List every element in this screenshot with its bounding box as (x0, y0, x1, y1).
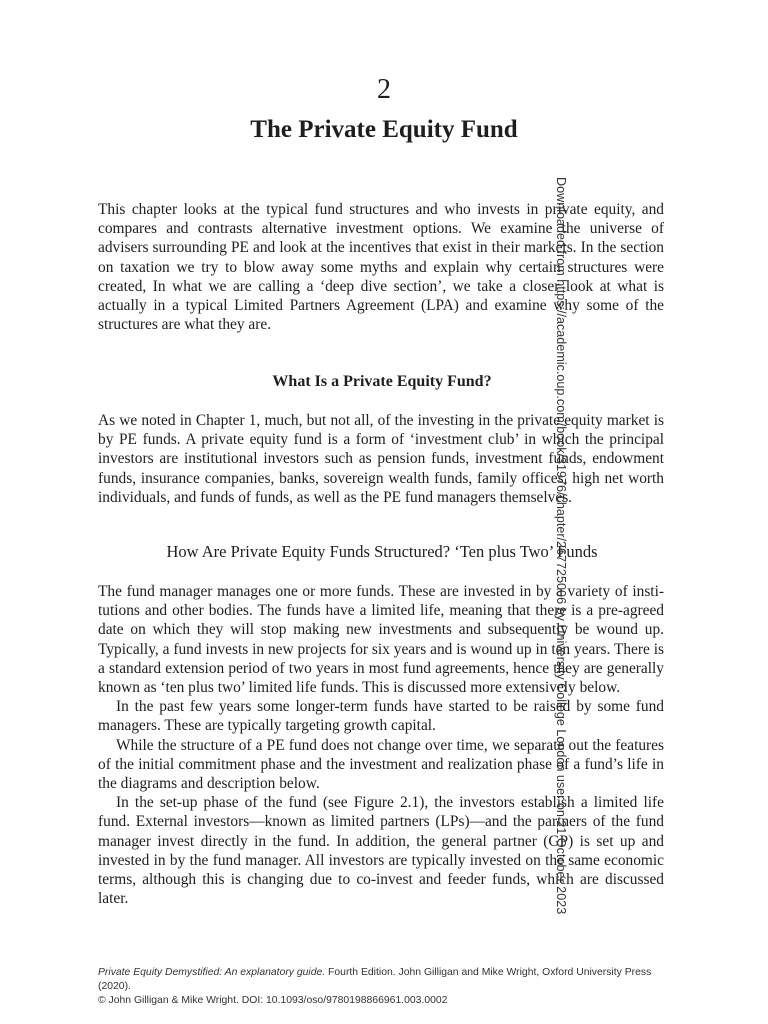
section1-paragraph: As we noted in Chapter 1, much, but not all, of the investing in the private equity market is by PE funds. A private equity fund is a form of ‘investment club’ in which the principal investors are institutional investors such as pension funds, investment funds, endowment funds, insurance companies, banks, sovereign wealth funds, family offices, high net worth individuals, and funds of funds, as well as the PE fund managers themselves. (98, 412, 664, 506)
download-watermark: Downloaded from https://academic.oup.com/book/31976/chapter/267725006 by University College London user on 21 October 2023 (554, 177, 568, 915)
footer-book-title: Private Equity Demystified: An explanatory guide. (98, 967, 326, 978)
section2-paragraph-1: The fund manager manages one or more funds. These are invested in by a variety of institutions and other bodies. The funds have a limited life, meaning that there is a pre-agreed date on which they will stop making new investments and subsequently be wound up. Typically, a fund invests in new projects for six years and is wound up in ten years. There is a standard extension period of two years in most fund agreements, hence they are generally known as ‘ten plus two’ limited life funds. This is discussed more extensively below. (98, 583, 664, 697)
section2-paragraph-block (98, 582, 664, 908)
intro-paragraph-block (98, 200, 664, 334)
section1-paragraph-block (98, 411, 664, 507)
chapter-title: The Private Equity Fund (250, 116, 518, 143)
section-heading-what-is-pe-fund: What Is a Private Equity Fund? (272, 373, 492, 390)
section2-paragraph-4: In the set-up phase of the fund (see Figure 2.1), the investors establish a limited life fund. External investors—known as limited partners (LPs)—and the partners of the fund manager invest directly in the fund. In addition, the general partner (GP) is set up and invested in by the fund manager. All investors are typically invested on the same economic terms, although this is changing due to co-invest and feeder funds, which are discussed later. (98, 794, 664, 908)
footer-citation-line (98, 966, 678, 994)
intro-paragraph: This chapter looks at the typical fund structures and who invests in private equity, and compares and contrasts alternative investment options. We examine the universe of advisers surrounding PE and look at the incentives that exist in their markets. In the section on taxation we try to blow away some myths and explain why certain structures were created, In what we are calling a ‘deep dive section’, we take a closer look at what is actually in a typical Limited Partners Agreement (LPA) and examine why some of the structures are what they are. (98, 201, 664, 334)
chapter-number: 2 (377, 74, 391, 105)
section-heading-how-structured: How Are Private Equity Funds Structured? ‘Ten plus Two’ Funds (166, 542, 598, 561)
footer-copyright-doi: © John Gilligan & Mike Wright. DOI: 10.1093/oso/9780198866961.003.0002 (98, 995, 448, 1006)
section2-paragraph-3: While the structure of a PE fund does not change over time, we separate out the features of the initial commitment phase and the investment and realization phase of a fund’s life in the diagrams and description below. (98, 736, 664, 793)
section2-paragraph-2: In the past few years some longer-term funds have started to be raised by some fund managers. These are typically targeting growth capital. (98, 698, 664, 735)
page-footer (98, 966, 678, 1008)
footer-citation-rest: Fourth Edition. John Gilligan and Mike Wright, Oxford University Press (2020). (98, 967, 652, 992)
